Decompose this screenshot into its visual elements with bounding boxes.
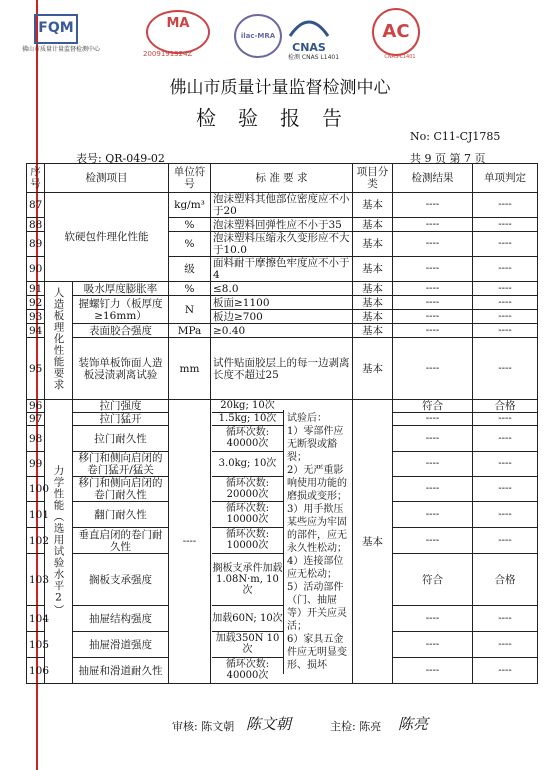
row-standard: 板面≥1100 (211, 296, 353, 310)
row-result: ---- (393, 193, 473, 218)
row-judgement: ---- (473, 413, 538, 426)
row-result: ---- (393, 413, 473, 426)
mech-condition: 搁板支承件加载 1.08N·m, 10次 (212, 554, 283, 606)
row-judgement: 合格 (473, 400, 538, 413)
row-judgement: ---- (473, 477, 538, 502)
mech-condition: 循环次数: 20000次 (212, 477, 283, 502)
row-no: 105 (27, 632, 45, 658)
organization-title: 佛山市质量计量监督检测中心 (169, 78, 391, 98)
row-class: 基本 (353, 324, 393, 338)
row-item: 翻门耐久性 (73, 502, 169, 528)
row-no: 99 (27, 452, 45, 477)
row-result: 符合 (393, 400, 473, 413)
row-result: ---- (393, 606, 473, 632)
col-header-class: 项目分类 (353, 164, 393, 193)
row-unit: % (169, 232, 211, 257)
inspector-signature: 陈亮 (398, 715, 429, 733)
row-result: ---- (393, 310, 473, 324)
col-header-result: 检测结果 (393, 164, 473, 193)
row-unit: mm (169, 338, 211, 400)
row-result: 符合 (393, 554, 473, 606)
row-item: 搁板支承强度 (73, 554, 169, 606)
table-row (27, 193, 538, 218)
cnas-caption: 检测 CNAS L1401 (288, 54, 340, 61)
row-no: 91 (27, 282, 45, 296)
row-class: 基本 (353, 257, 393, 282)
row-no: 100 (27, 477, 45, 502)
row-judgement: ---- (473, 324, 538, 338)
row-judgement: ---- (473, 658, 538, 684)
row-item: 移门和侧向启闭的卷门耐久性 (73, 477, 169, 502)
row-unit: % (169, 218, 211, 232)
row-judgement: ---- (473, 218, 538, 232)
cnas-logo: CNAS (286, 12, 332, 50)
row-judgement: ---- (473, 282, 538, 296)
fqm-logo: FQM (34, 14, 78, 44)
row-judgement: ---- (473, 232, 538, 257)
mech-unit: ---- (169, 400, 211, 684)
mech-condition: 加载350N 10次 (212, 632, 283, 658)
row-class: 基本 (353, 218, 393, 232)
mech-standard-text: 试验后： 1）零部件应无断裂或豁裂； 2）无严重影响使用功能的磨损或变形； 3）用手揿压某些应为牢固的部件，应无永久性松动； 4）连接部位应无松动； 5）活动部件（门、抽屉等）开关应灵活； 6）家具五金件应无明显变形、损坏 (287, 412, 347, 671)
row-standard: 面料耐干摩擦色牢度应不小于4 (211, 257, 353, 282)
row-result: ---- (393, 296, 473, 310)
fqm-logo-caption: 佛山市质量计量监督检测中心 (22, 46, 101, 53)
row-judgement: 合格 (473, 554, 538, 606)
row-no: 103 (27, 554, 45, 606)
row-judgement: ---- (473, 452, 538, 477)
row-result: ---- (393, 452, 473, 477)
reviewer-signature: 陈文朝 (246, 715, 292, 733)
row-result: ---- (393, 658, 473, 684)
row-unit: kg/m³ (169, 193, 211, 218)
table-header-row (27, 164, 538, 193)
row-unit: MPa (169, 324, 211, 338)
row-result: ---- (393, 218, 473, 232)
row-item: 拉门猛开 (73, 413, 169, 426)
row-unit: N (169, 296, 211, 324)
row-no: 93 (27, 310, 45, 324)
row-class: 基本 (353, 296, 393, 310)
mech-condition: 循环次数: 40000次 (212, 658, 283, 684)
row-item: 拉门强度 (73, 400, 169, 413)
row-standard: ≥0.40 (211, 324, 353, 338)
row-result: ---- (393, 324, 473, 338)
row-result: ---- (393, 528, 473, 554)
row-no: 90 (27, 257, 45, 282)
ilac-mra-logo: ilac-MRA (234, 14, 282, 58)
row-result: ---- (393, 257, 473, 282)
row-result: ---- (393, 338, 473, 400)
row-result: ---- (393, 477, 473, 502)
cal-seal: AC (372, 8, 420, 56)
cal-caption: CNAS-L1401 (384, 54, 416, 60)
row-class: 基本 (353, 193, 393, 218)
report-number: No: C11-CJ1785 (410, 130, 501, 143)
row-no: 106 (27, 658, 45, 684)
table-row (27, 282, 538, 296)
row-item: 装饰单板饰面人造板浸渍剥离试验 (73, 338, 169, 400)
group-mech-label: 力学性能（选用试验水平2） (45, 400, 73, 684)
cma-number: 2009191324Z (143, 50, 193, 58)
row-no: 101 (27, 502, 45, 528)
row-item: 握螺钉力（板厚度≥16mm） (73, 296, 169, 324)
row-no: 94 (27, 324, 45, 338)
table-row (27, 296, 538, 310)
row-no: 97 (27, 413, 45, 426)
row-standard: 板边≥700 (211, 310, 353, 324)
row-class: 基本 (353, 232, 393, 257)
col-header-judgement: 单项判定 (473, 164, 538, 193)
row-class: 基本 (353, 338, 393, 400)
row-no: 96 (27, 400, 45, 413)
mech-condition: 循环次数: 10000次 (212, 528, 283, 554)
table-row (27, 338, 538, 400)
col-header-item: 检测项目 (45, 164, 169, 193)
row-judgement: ---- (473, 528, 538, 554)
report-title: 检验报告 (196, 106, 364, 130)
row-no: 98 (27, 426, 45, 452)
mech-condition: 3.0kg; 10次 (212, 452, 283, 477)
group-soft-label: 软硬包件理化性能 (45, 193, 169, 282)
mech-condition: 20kg; 10次 (212, 400, 283, 413)
row-no: 87 (27, 193, 45, 218)
row-no: 95 (27, 338, 45, 400)
col-header-unit: 单位符号 (169, 164, 211, 193)
row-item: 垂直启闭的卷门耐久性 (73, 528, 169, 554)
row-result: ---- (393, 426, 473, 452)
mech-condition: 加载60N; 10次 (212, 606, 283, 632)
row-no: 89 (27, 232, 45, 257)
row-standard: 泡沫塑料其他部位密度应不小于20 (211, 193, 353, 218)
form-number: 表号: QR-049-02 (76, 152, 165, 165)
row-result: ---- (393, 632, 473, 658)
row-item: 抽屉结构强度 (73, 606, 169, 632)
row-item: 拉门耐久性 (73, 426, 169, 452)
row-judgement: ---- (473, 606, 538, 632)
col-header-no: 序号 (27, 164, 45, 193)
row-item: 移门和侧向启闭的卷门猛开/猛关 (73, 452, 169, 477)
reviewer-label: 审核: 陈文朝 (172, 720, 235, 733)
col-header-standard: 标 准 要 求 (211, 164, 353, 193)
row-no: 92 (27, 296, 45, 310)
row-class: 基本 (353, 310, 393, 324)
row-no: 88 (27, 218, 45, 232)
row-judgement: ---- (473, 338, 538, 400)
row-item: 抽屉滑道强度 (73, 632, 169, 658)
row-standard: 泡沫塑料回弹性应不小于35 (211, 218, 353, 232)
row-result: ---- (393, 232, 473, 257)
row-judgement: ---- (473, 426, 538, 452)
row-no: 102 (27, 528, 45, 554)
cnas-arc-icon (286, 12, 332, 38)
row-judgement: ---- (473, 193, 538, 218)
row-judgement: ---- (473, 632, 538, 658)
inspector-label: 主检: 陈亮 (330, 720, 382, 733)
mech-condition: 循环次数: 40000次 (212, 426, 283, 452)
row-item: 表面胶合强度 (73, 324, 169, 338)
row-judgement: ---- (473, 296, 538, 310)
group-physchem-label: 人造板理化性能要求 (45, 282, 73, 400)
row-item: 抽屉和滑道耐久性 (73, 658, 169, 684)
row-result: ---- (393, 282, 473, 296)
row-no: 104 (27, 606, 45, 632)
row-unit: 级 (169, 257, 211, 282)
logo-row (0, 8, 560, 68)
row-standard: 试件贴面胶层上的每一边剥离长度不超过25 (211, 338, 353, 400)
row-judgement: ---- (473, 257, 538, 282)
table-row (27, 324, 538, 338)
row-unit: % (169, 282, 211, 296)
mech-condition: 1.5kg; 10次 (212, 413, 283, 426)
row-item: 吸水厚度膨胀率 (73, 282, 169, 296)
cma-seal: MA (146, 10, 210, 54)
row-class: 基本 (353, 282, 393, 296)
page-indicator: 共 9 页 第 7 页 (410, 152, 486, 165)
mech-condition: 循环次数: 10000次 (212, 502, 283, 528)
row-standard: ≤8.0 (211, 282, 353, 296)
row-standard: 泡沫塑料压缩永久变形应不大于10.0 (211, 232, 353, 257)
row-judgement: ---- (473, 310, 538, 324)
row-result: ---- (393, 502, 473, 528)
row-judgement: ---- (473, 502, 538, 528)
mech-class: 基本 (353, 400, 393, 684)
